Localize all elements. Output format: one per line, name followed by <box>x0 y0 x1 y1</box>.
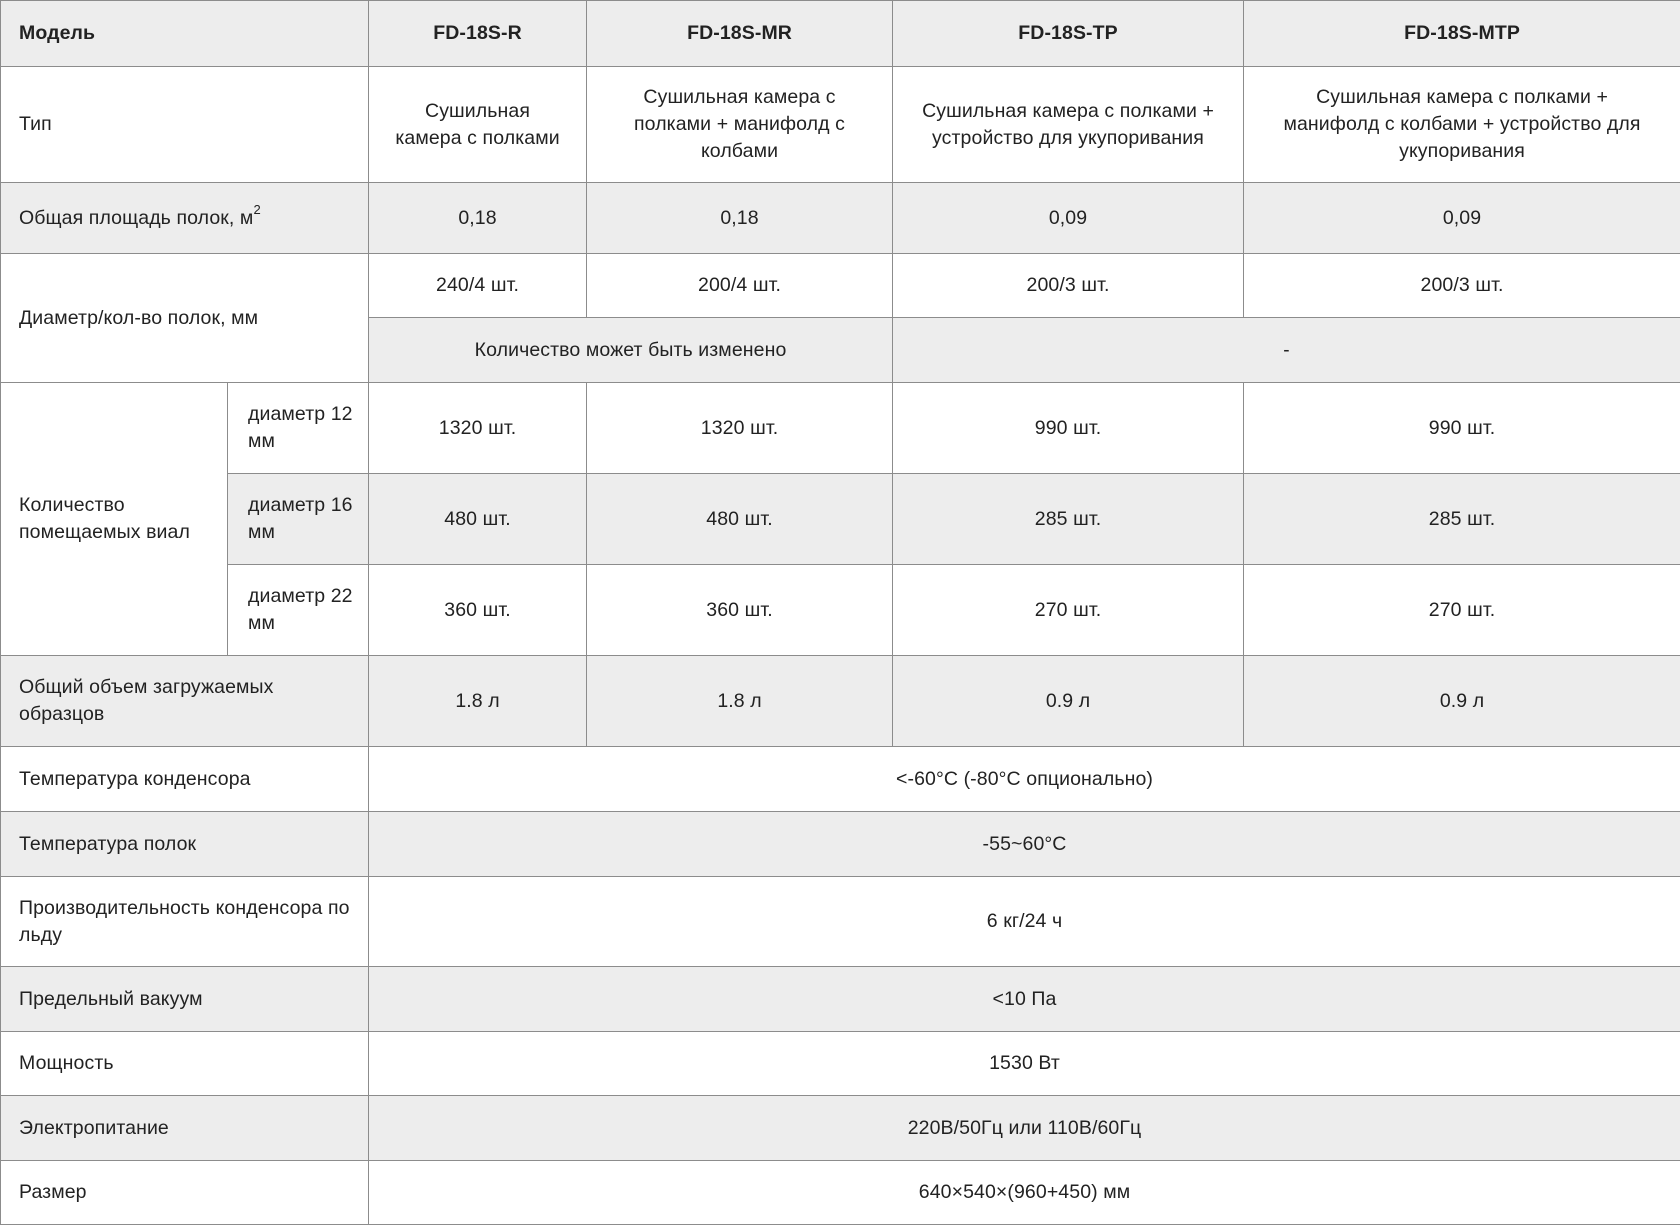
vacuum-label: Предельный вакуум <box>1 967 369 1032</box>
condenser-temp-label: Температура конденсора <box>1 747 369 812</box>
condenser-capacity-value: 6 кг/24 ч <box>369 877 1680 967</box>
sample-volume-row <box>1 656 1680 747</box>
shelf-diameter-note: Количество может быть изменено <box>369 318 893 383</box>
header-model-fd-18s-mtp: FD-18S-MTP <box>1244 1 1680 67</box>
size-row <box>1 1161 1680 1225</box>
shelf-area-value: 0,18 <box>587 183 893 254</box>
header-model-fd-18s-r: FD-18S-R <box>369 1 587 67</box>
shelf-diameter-label: Диаметр/кол-во полок, мм <box>1 254 369 383</box>
sample-volume-value: 0.9 л <box>893 656 1244 747</box>
shelf-area-label-sup: 2 <box>253 202 260 217</box>
header-model-fd-18s-mr: FD-18S-MR <box>587 1 893 67</box>
type-value-fd-18s-mr: Сушильная камера с полками + манифолд с колбами <box>587 67 893 183</box>
vials-value: 480 шт. <box>369 474 587 565</box>
vials-row-12 <box>1 383 1680 474</box>
size-value: 640×540×(960+450) мм <box>369 1161 1680 1225</box>
vials-row-16 <box>1 474 1680 565</box>
shelf-temp-value: -55~60°C <box>369 812 1680 877</box>
power-label: Мощность <box>1 1032 369 1096</box>
type-value-fd-18s-mtp: Сушильная камера с полками + манифолд с колбами + устройство для укупоривания <box>1244 67 1680 183</box>
type-label: Тип <box>1 67 369 183</box>
vials-value: 990 шт. <box>893 383 1244 474</box>
shelf-diameter-value: 240/4 шт. <box>369 254 587 318</box>
vials-sub-label: диаметр 16 мм <box>228 474 369 565</box>
type-value-fd-18s-tp: Сушильная камера с полками + устройство для укупоривания <box>893 67 1244 183</box>
vacuum-row <box>1 967 1680 1032</box>
shelf-area-value: 0,09 <box>1244 183 1680 254</box>
type-row <box>1 67 1680 183</box>
vials-value: 360 шт. <box>587 565 893 656</box>
shelf-diameter-row <box>1 254 1680 318</box>
vials-value: 285 шт. <box>893 474 1244 565</box>
condenser-capacity-row <box>1 877 1680 967</box>
type-value-fd-18s-r: Сушильная камера с полками <box>369 67 587 183</box>
shelf-temp-label: Температура полок <box>1 812 369 877</box>
vials-sub-label: диаметр 12 мм <box>228 383 369 474</box>
vials-value: 360 шт. <box>369 565 587 656</box>
shelf-diameter-value: 200/3 шт. <box>893 254 1244 318</box>
shelf-diameter-value: 200/3 шт. <box>1244 254 1680 318</box>
sample-volume-value: 1.8 л <box>587 656 893 747</box>
supply-row <box>1 1096 1680 1161</box>
shelf-area-row <box>1 183 1680 254</box>
vials-sub-label: диаметр 22 мм <box>228 565 369 656</box>
power-row <box>1 1032 1680 1096</box>
vials-value: 270 шт. <box>893 565 1244 656</box>
size-label: Размер <box>1 1161 369 1225</box>
vials-value: 285 шт. <box>1244 474 1680 565</box>
vials-row-22 <box>1 565 1680 656</box>
power-value: 1530 Вт <box>369 1032 1680 1096</box>
vials-value: 480 шт. <box>587 474 893 565</box>
condenser-temp-value: <-60°C (-80°C опционально) <box>369 747 1680 812</box>
sample-volume-label: Общий объем загружаемых образцов <box>1 656 369 747</box>
vials-value: 270 шт. <box>1244 565 1680 656</box>
sample-volume-value: 1.8 л <box>369 656 587 747</box>
shelf-area-value: 0,09 <box>893 183 1244 254</box>
sample-volume-value: 0.9 л <box>1244 656 1680 747</box>
vials-value: 1320 шт. <box>587 383 893 474</box>
supply-label: Электропитание <box>1 1096 369 1161</box>
header-model-fd-18s-tp: FD-18S-TP <box>893 1 1244 67</box>
shelf-diameter-note-dash: - <box>893 318 1680 383</box>
condenser-capacity-label: Производительность конденсора по льду <box>1 877 369 967</box>
vials-label: Количество помещаемых виал <box>1 383 228 656</box>
vials-value: 990 шт. <box>1244 383 1680 474</box>
header-row <box>1 1 1680 67</box>
vials-value: 1320 шт. <box>369 383 587 474</box>
header-model-label: Модель <box>1 1 369 67</box>
supply-value: 220В/50Гц или 110В/60Гц <box>369 1096 1680 1161</box>
vacuum-value: <10 Па <box>369 967 1680 1032</box>
shelf-area-label <box>1 183 369 254</box>
shelf-area-value: 0,18 <box>369 183 587 254</box>
condenser-temp-row <box>1 747 1680 812</box>
shelf-diameter-value: 200/4 шт. <box>587 254 893 318</box>
shelf-area-label-text: Общая площадь полок, м <box>19 207 253 229</box>
shelf-temp-row <box>1 812 1680 877</box>
